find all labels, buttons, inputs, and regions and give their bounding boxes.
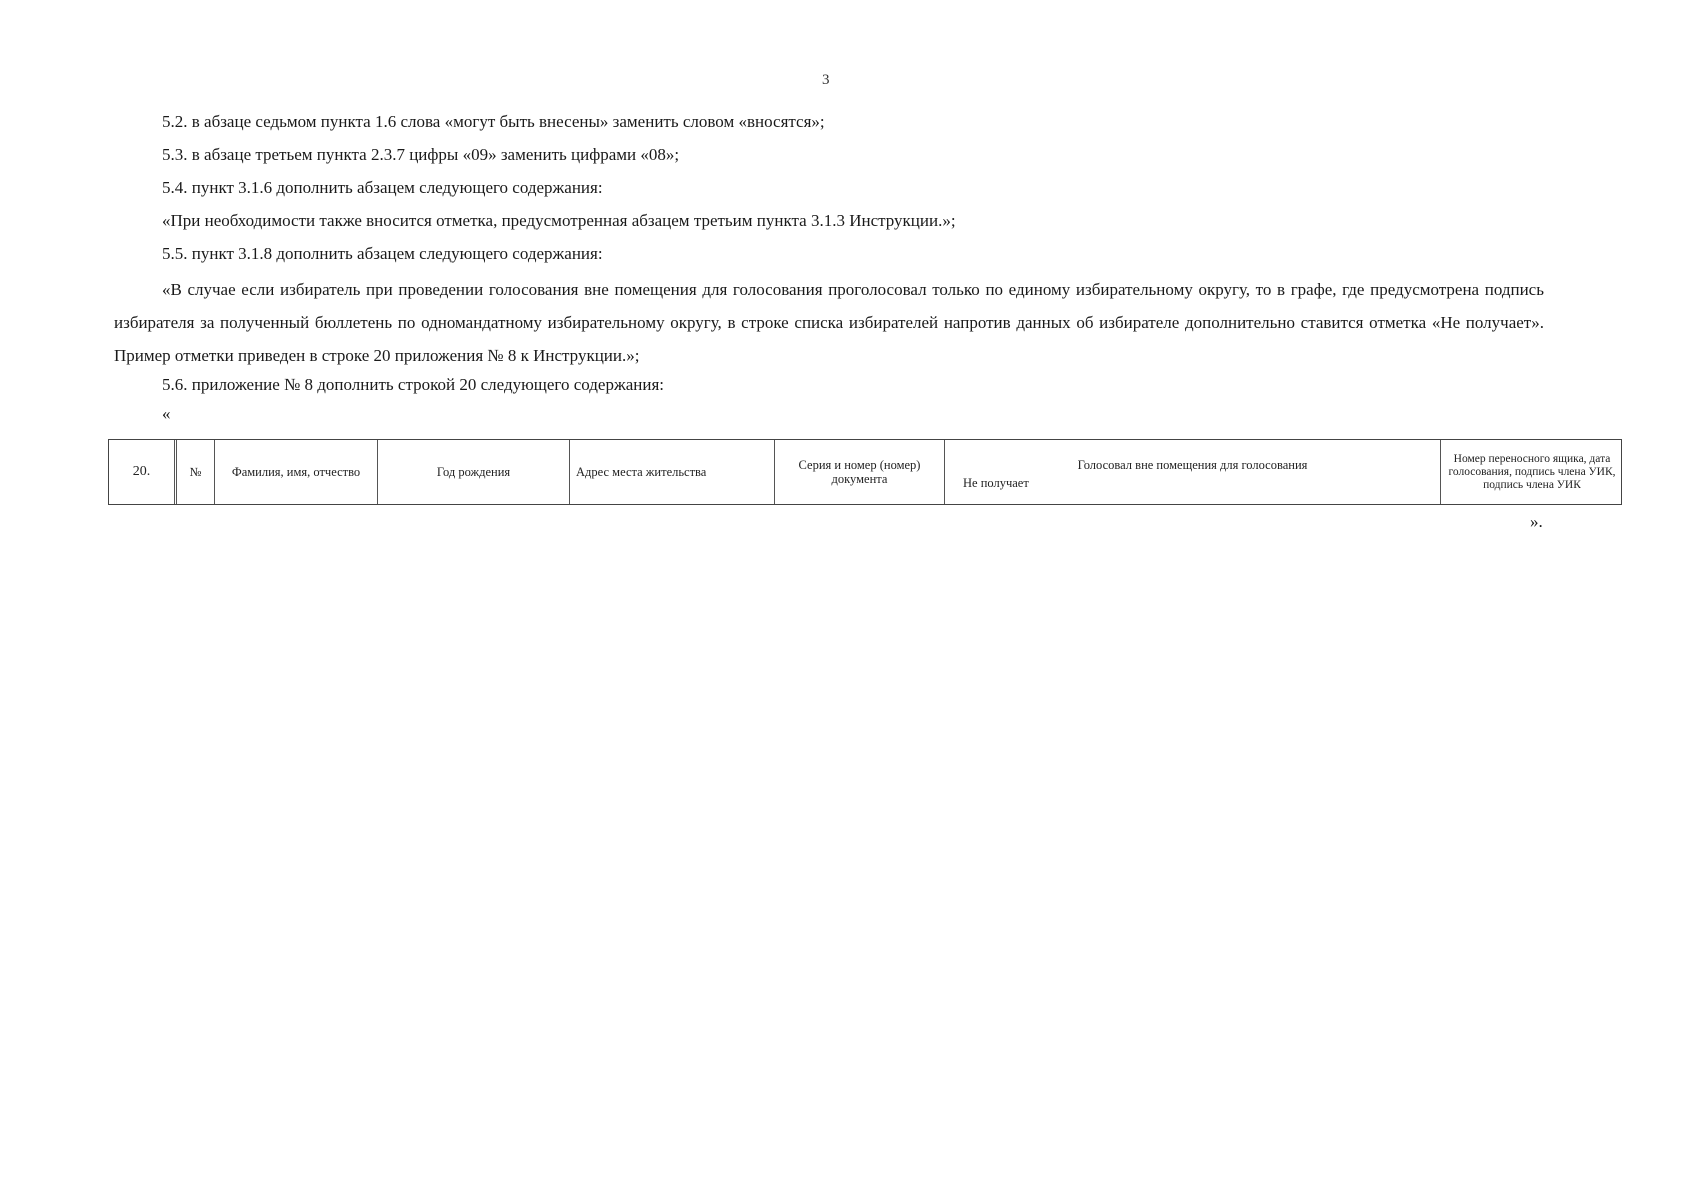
paragraph-5-6: 5.6. приложение № 8 дополнить строкой 20 следующего содержания: xyxy=(162,375,665,394)
paragraph-5-2: 5.2. в абзаце седьмом пункта 1.6 слова «могут быть внесены» заменить словом «вносятся»; xyxy=(162,112,825,131)
cell-ballot-box: Номер переносного ящика, дата голосования, подпись члена УИК, подпись члена УИК xyxy=(1448,452,1616,491)
page-number: 3 xyxy=(822,72,830,88)
cell-row-number: 20. xyxy=(109,440,177,504)
paragraph-5-4: 5.4. пункт 3.1.6 дополнить абзацем следующего содержания: xyxy=(162,178,603,197)
sample-row-table xyxy=(108,439,1622,505)
cell-document: Серия и номер (номер) документа xyxy=(775,440,945,504)
cell-birth-year: Год рождения xyxy=(378,440,570,504)
not-received-mark: Не получает xyxy=(963,476,1029,490)
open-quote: « xyxy=(162,404,171,423)
paragraph-5-5: 5.5. пункт 3.1.8 дополнить абзацем следующего содержания: xyxy=(162,244,603,263)
paragraph-5-4-quote: «При необходимости также вносится отметка, предусмотренная абзацем третьим пункта 3.1.3 Инструкции.»; xyxy=(162,211,956,230)
cell-address: Адрес места жительства xyxy=(570,440,775,504)
voted-outside-label: Голосовал вне помещения для голосования xyxy=(1077,458,1308,472)
paragraph-5-5-quote: «В случае если избиратель при проведении голосования вне помещения для голосования проголосовал только по единому избирательному округу, то в графе, где предусмотрена подпись избирателя за полученный бюллетень по одномандатному избирательному округу, в строке списка избирателей напротив данных об избирателе дополнительно ставится отметка «Не получает». Пример отметки приведен в строке 20 приложения № 8 к Инструкции.»; xyxy=(114,280,1544,365)
cell-number-sign: № xyxy=(177,440,215,504)
close-quote: ». xyxy=(1530,512,1543,531)
paragraph-5-3: 5.3. в абзаце третьем пункта 2.3.7 цифры «09» заменить цифрами «08»; xyxy=(162,145,680,164)
cell-full-name: Фамилия, имя, отчество xyxy=(215,440,378,504)
cell-voted-outside xyxy=(945,440,1441,504)
